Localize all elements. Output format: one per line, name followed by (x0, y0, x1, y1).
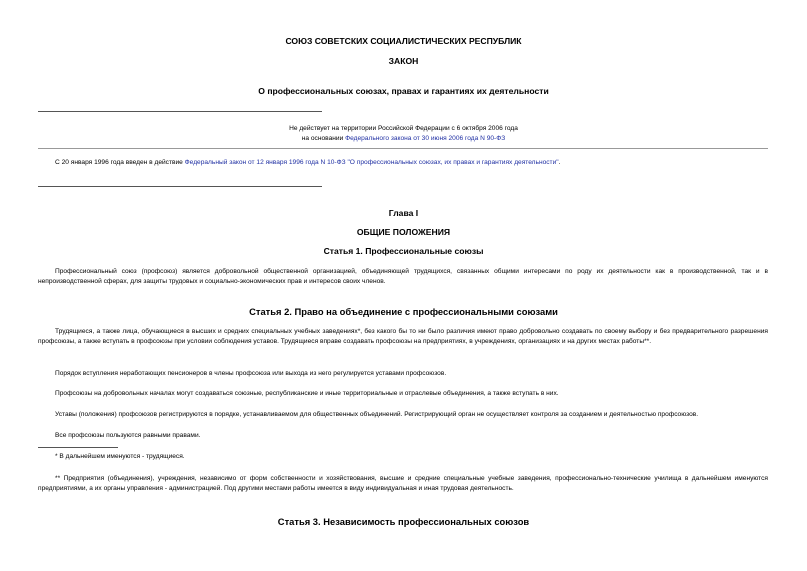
footnote-2: ** Предприятия (объединения), учреждения, независимо от форм собственности и хозяйствования, высшие и средние специальные учебные заведения, профессионально-технические училища в дальнейшем именуются предприятиями, а их органы управления - администрацией. Под другими местами работы имеется в виду индивидуальная и иная трудовая деятельность. (38, 475, 768, 493)
footnote-1: * В дальнейшем именуются - трудящиеся. (55, 453, 185, 460)
editorial-note (38, 158, 768, 168)
separator-line (38, 148, 768, 149)
article-2-paragraph-5: Все профсоюзы пользуются равными правами. (55, 432, 201, 439)
status-basis (0, 134, 807, 144)
federal-law-10fz-link[interactable]: Федеральный закон от 12 января 1996 года N 10-ФЗ "О профессиональных союзах, их правах и гарантиях деятельности" (184, 159, 559, 166)
article-2-paragraph-4: Уставы (положения) профсоюзов регистрируются в порядке, устанавливаемом для общественных объединений. Регистрирующий орган не осуществляет контроля за созданием и деятельностью профсоюзов. (55, 411, 699, 418)
article-2-paragraph-3: Профсоюзы на добровольных началах могут создаваться союзные, республиканские и иные территориальные и отраслевые объединения, а также вступать в них. (55, 390, 559, 397)
article-2-paragraph-2: Порядок вступления неработающих пенсионеров в члены профсоюза или выхода из него регулируется уставами профсоюзов. (55, 370, 447, 377)
article-3-title: Статья 3. Независимость профессиональных союзов (277, 516, 530, 527)
status-basis-prefix: на основании (301, 135, 346, 142)
footnote-separator (38, 447, 118, 448)
document-title: О профессиональных союзах, правах и гарантиях их деятельности (258, 86, 549, 96)
note-suffix: . (558, 159, 561, 166)
separator-line (38, 111, 322, 112)
article-1-text: Профессиональный союз (профсоюз) является добровольной общественной организацией, объединяющей трудящихся, связанных общими интересами по роду их деятельности как в производственной, так и в непроизводственной сферах, для защиты трудовых и социально-экономических прав и интересов своих членов. (38, 268, 768, 286)
document-type: ЗАКОН (388, 56, 419, 66)
state-heading: СОЮЗ СОВЕТСКИХ СОЦИАЛИСТИЧЕСКИХ РЕСПУБЛИК (285, 36, 522, 46)
status-line: Не действует на территории Российской Федерации с 6 октября 2006 года (289, 125, 518, 132)
chapter-title: ОБЩИЕ ПОЛОЖЕНИЯ (356, 227, 451, 237)
chapter-number: Глава I (388, 208, 419, 218)
federal-law-90fz-link[interactable]: Федерального закона от 30 июня 2006 года N 90-ФЗ (345, 135, 506, 142)
separator-line (38, 186, 322, 187)
article-1-title: Статья 1. Профессиональные союзы (323, 246, 484, 256)
article-2-title: Статья 2. Право на объединение с профессиональными союзами (249, 306, 558, 317)
article-2-paragraph-1: Трудящиеся, а также лица, обучающиеся в высших и средних специальных учебных заведениях*, без какого бы то ни было различия имеют право добровольно создавать по своему выбору и без предварительного разрешения профсоюзы, а также вступать в профсоюзы при условии соблюдения уставов. Трудящиеся вправе создавать профсоюзы на предприятиях, в учреждениях, организациях и на других местах работы**. (38, 328, 768, 346)
note-prefix: С 20 января 1996 года введен в действие (55, 159, 185, 166)
